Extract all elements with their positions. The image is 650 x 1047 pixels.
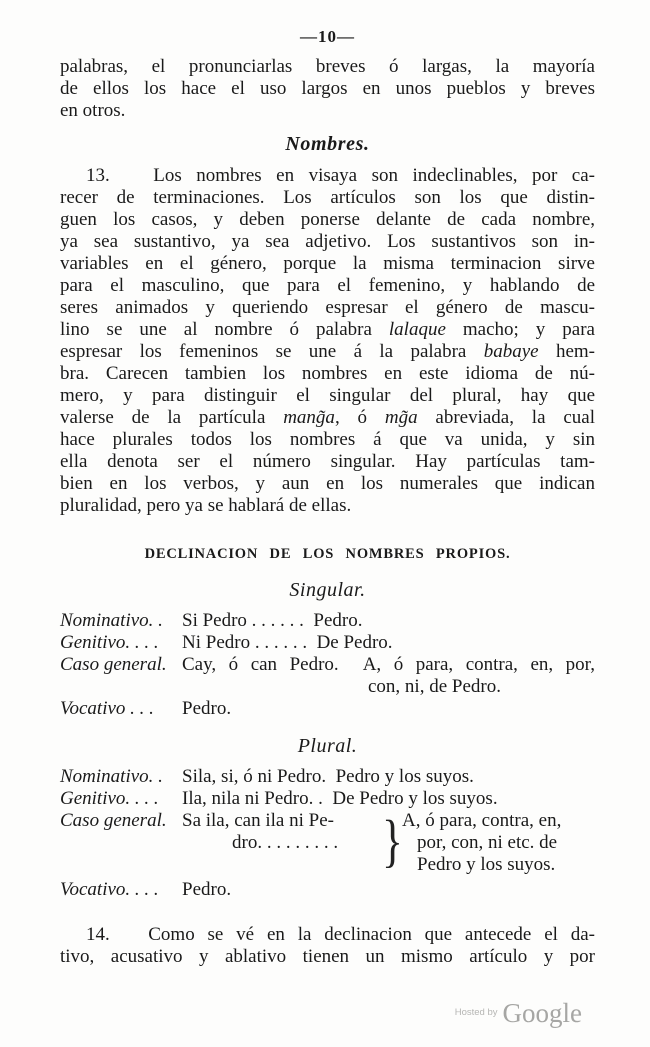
intro-paragraph xyxy=(60,56,595,122)
case-label: Caso general. xyxy=(60,810,167,831)
text-line: bra. Carecen tambien los nombres en este idioma de nú- xyxy=(60,363,595,384)
plural-declension-table xyxy=(60,766,595,901)
case-text: Pedro. xyxy=(182,698,232,719)
heading-singular: Singular. xyxy=(289,579,366,601)
text-line: de ellos los hace el uso largos en unos pueblos y breves xyxy=(60,78,595,99)
case-label: Genitivo. . . . xyxy=(60,632,159,653)
heading-plural: Plural. xyxy=(297,735,358,757)
italic-term-lalaque: lalaque xyxy=(388,319,446,340)
page-number: —10— xyxy=(300,27,355,46)
text-line: mero, y para distinguir el singular del plural, hay que xyxy=(60,385,595,406)
declension-row-caso-general xyxy=(60,654,595,698)
case-text: Ni Pedro . . . . . . De Pedro. xyxy=(182,632,393,653)
case-translation xyxy=(402,810,595,876)
hosted-by-label: Hosted by xyxy=(454,1007,498,1018)
text-line xyxy=(60,407,595,429)
text-line xyxy=(60,341,595,363)
declension-row-nominativo xyxy=(60,610,595,632)
text-segment: valerse de la partícula xyxy=(60,407,284,428)
case-label: Vocativo . . . xyxy=(60,698,154,719)
case-label: Genitivo. . . . xyxy=(60,788,159,809)
text-line: pluralidad, pero ya se hablará de ellas. xyxy=(60,495,352,516)
text-line: para el masculino, que para el femenino, y hablando de xyxy=(60,275,595,296)
text-segment: lino se une al nombre ó palabra xyxy=(60,319,389,340)
case-form xyxy=(182,810,382,854)
case-text: Si Pedro . . . . . . Pedro. xyxy=(182,610,363,631)
case-translation-line: por, con, ni etc. de xyxy=(417,832,558,853)
case-label: Vocativo. . . . xyxy=(60,879,159,900)
case-text: Sila, si, ó ni Pedro. Pedro y los suyos. xyxy=(182,766,474,787)
text-line: ya sea sustantivo, ya sea adjetivo. Los sustantivos son in- xyxy=(60,231,595,252)
text-segment: espresar los femeninos se une á la palabra xyxy=(60,341,484,362)
text-line: ella denota ser el número singular. Hay partículas tam- xyxy=(60,451,595,472)
declension-row-genitivo xyxy=(60,788,595,810)
text-line: en otros. xyxy=(60,100,126,121)
case-translation-line: Pedro y los suyos. xyxy=(417,854,556,875)
text-line: seres animados y queriendo espresar el género de mascu- xyxy=(60,297,595,318)
text-segment: macho; y para xyxy=(445,319,595,340)
text-segment: , ó xyxy=(334,407,385,428)
case-content xyxy=(182,654,595,698)
case-form-line: dro. . . . . . . . . xyxy=(232,832,339,853)
text-line: recer de terminaciones. Los artículos son los que distin- xyxy=(60,187,595,208)
case-label: Nominativo. . xyxy=(60,766,163,787)
text-line xyxy=(60,319,595,341)
case-label: Caso general. xyxy=(60,654,167,675)
text-line: 13. Los nombres en visaya son indeclinables, por ca- xyxy=(86,165,595,186)
paragraph-13 xyxy=(60,165,595,517)
heading-declension-title: DECLINACION DE LOS NOMBRES PROPIOS. xyxy=(144,546,511,562)
declension-row-vocativo xyxy=(60,698,595,720)
text-line: guen los casos, y deben ponerse delante de cada nombre, xyxy=(60,209,595,230)
italic-term-manga: mang̃a xyxy=(283,407,335,428)
text-segment: abreviada, la cual xyxy=(417,407,595,428)
case-text: Ila, nila ni Pedro. . De Pedro y los suyos. xyxy=(182,788,498,809)
text-segment: hem- xyxy=(538,341,595,362)
italic-term-mga: mg̃a xyxy=(384,407,418,428)
declension-row-caso-general xyxy=(60,810,595,876)
text-line: palabras, el pronunciarlas breves ó largas, la mayoría xyxy=(60,56,595,77)
case-text-wrap: con, ni, de Pedro. xyxy=(368,676,501,697)
hosted-by-google-watermark xyxy=(455,999,582,1027)
text-line: 14. Como se vé en la declinacion que antecede el da- xyxy=(86,924,595,945)
text-line: variables en el género, porque la misma terminacion sirve xyxy=(60,253,595,274)
singular-declension-table xyxy=(60,610,595,720)
case-text: Cay, ó can Pedro. A, ó para, contra, en, por, xyxy=(182,654,595,675)
case-form-line: Sa ila, can ila ni Pe- xyxy=(182,810,334,831)
case-text: Pedro. xyxy=(182,879,232,900)
paragraph-14 xyxy=(60,924,595,968)
text-line: tivo, acusativo y ablativo tienen un mismo artículo y por xyxy=(60,946,595,967)
text-line: bien en los verbos, y aun en los numerales que indican xyxy=(60,473,595,494)
declension-row-genitivo xyxy=(60,632,595,654)
declension-row-nominativo xyxy=(60,766,595,788)
case-label: Nominativo. . xyxy=(60,610,163,631)
curly-brace: } xyxy=(382,808,403,873)
declension-row-vocativo xyxy=(60,879,595,901)
heading-nombres: Nombres. xyxy=(285,133,370,155)
text-line: hace plurales todos los nombres á que va unida, y sin xyxy=(60,429,595,450)
case-translation-line: A, ó para, contra, en, xyxy=(402,810,562,831)
italic-term-babaye: babaye xyxy=(483,341,539,362)
google-logo: Google xyxy=(502,998,582,1028)
